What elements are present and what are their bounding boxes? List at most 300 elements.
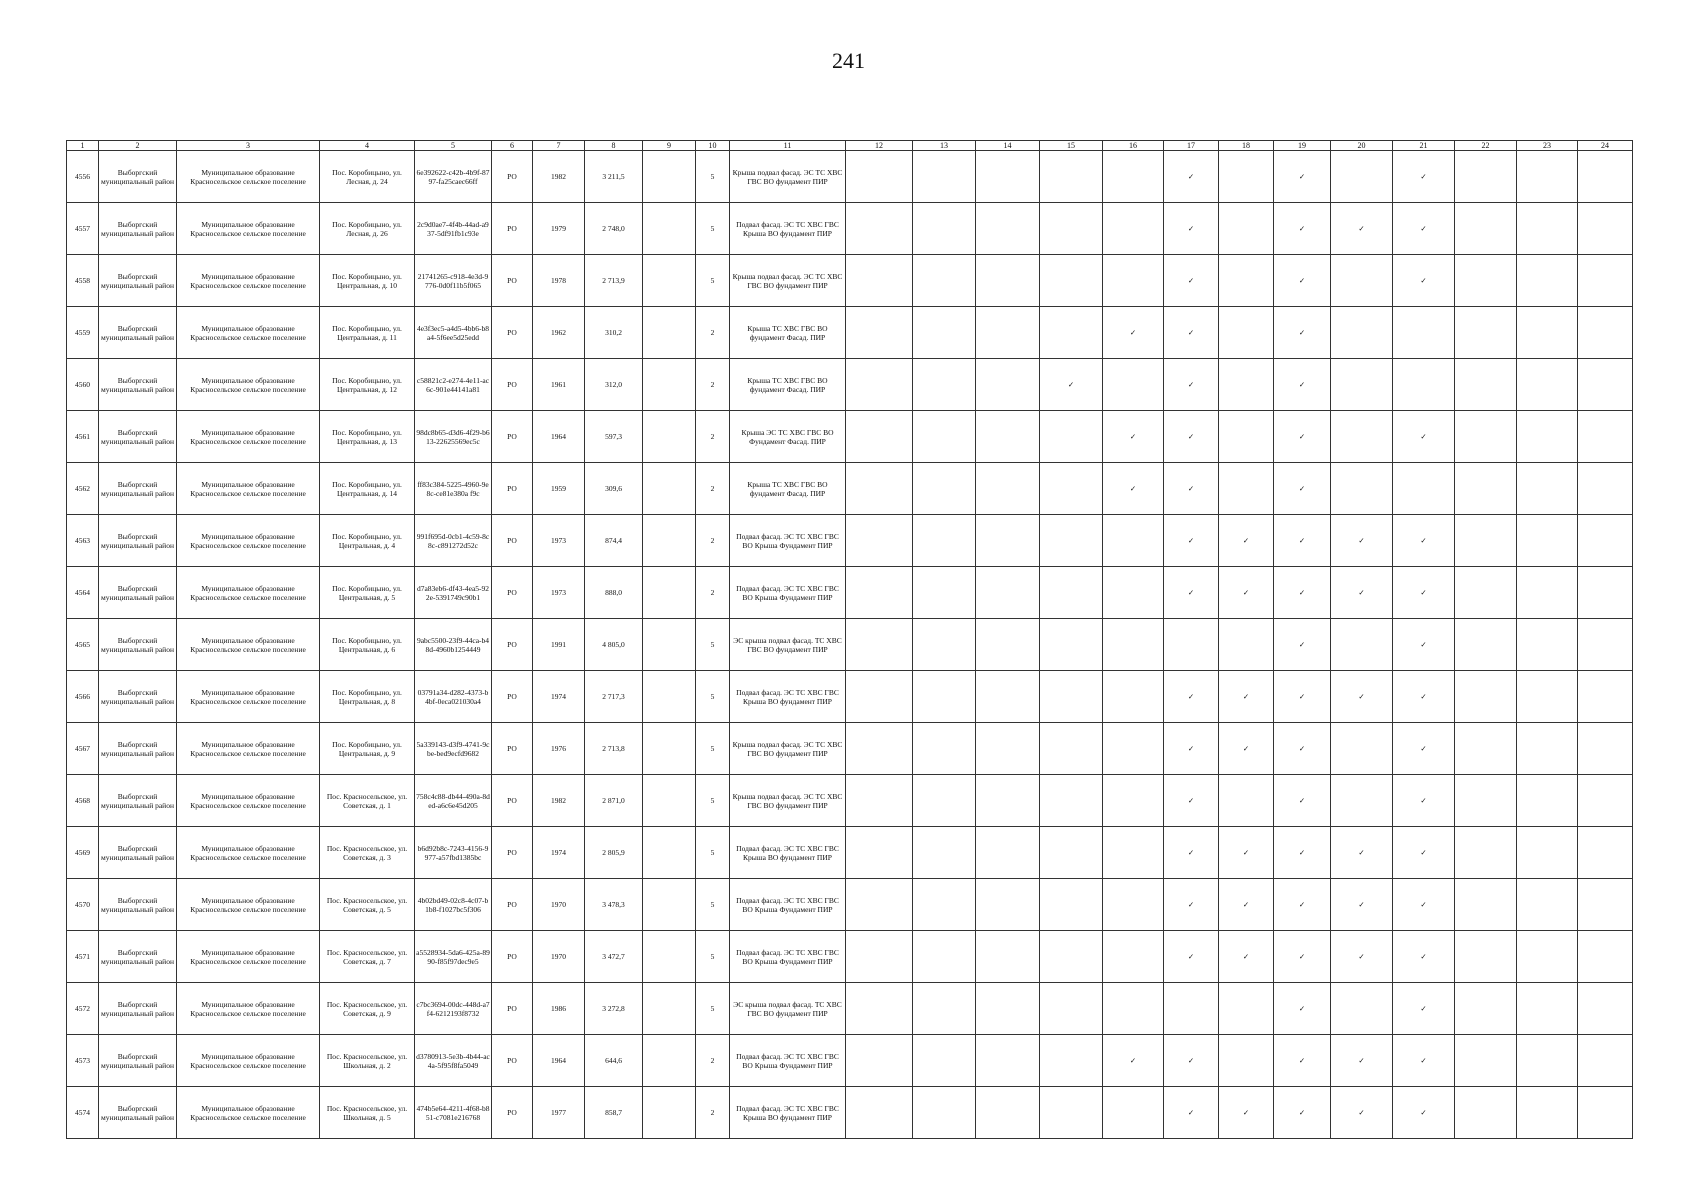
empty-cell — [976, 463, 1040, 515]
total-area: 2 805,9 — [585, 827, 643, 879]
column-9 — [643, 307, 696, 359]
column-number-7: 7 — [533, 141, 585, 151]
empty-cell — [1578, 203, 1633, 255]
empty-cell — [1219, 255, 1274, 307]
empty-cell — [976, 931, 1040, 983]
empty-cell — [846, 1087, 913, 1139]
empty-cell — [846, 515, 913, 567]
empty-cell — [1578, 463, 1633, 515]
empty-cell — [1103, 775, 1164, 827]
works-list: Подвал фасад. ЭС ТС ХВС ГВС Крыша ВО фундамент ПИР — [730, 827, 846, 879]
address: Пос. Коробицыно, ул. Центральная, д. 6 — [320, 619, 415, 671]
works-list: Подвал фасад. ЭС ТС ХВС ГВС Крыша ВО фундамент ПИР — [730, 1087, 846, 1139]
building-uid: c58821c2-e274-4e11-ac6c-901e44141a81 — [415, 359, 492, 411]
municipality: Муниципальное образование Красносельское сельское поселение — [177, 463, 320, 515]
works-list: Крыша подвал фасад. ЭС ТС ХВС ГВС ВО фундамент ПИР — [730, 255, 846, 307]
empty-cell — [1393, 359, 1455, 411]
checkmark-icon: ✓ — [1331, 567, 1393, 619]
building-type: РО — [492, 411, 533, 463]
empty-cell — [846, 411, 913, 463]
build-year: 1973 — [533, 567, 585, 619]
building-uid: c7bc3694-00dc-448d-a7f4-6212193f8732 — [415, 983, 492, 1035]
checkmark-icon: ✓ — [1331, 515, 1393, 567]
empty-cell — [1040, 411, 1103, 463]
empty-cell — [1578, 983, 1633, 1035]
checkmark-icon: ✓ — [1274, 307, 1331, 359]
municipality: Муниципальное образование Красносельское сельское поселение — [177, 1087, 320, 1139]
empty-cell — [1517, 619, 1578, 671]
empty-cell — [1164, 619, 1219, 671]
district: Выборгский муниципальный район — [99, 255, 177, 307]
address: Пос. Красносельское, ул. Советская, д. 1 — [320, 775, 415, 827]
total-area: 309,6 — [585, 463, 643, 515]
empty-cell — [1517, 463, 1578, 515]
empty-cell — [913, 671, 976, 723]
checkmark-icon: ✓ — [1164, 515, 1219, 567]
empty-cell — [1455, 931, 1517, 983]
empty-cell — [1393, 463, 1455, 515]
district: Выборгский муниципальный район — [99, 411, 177, 463]
empty-cell — [976, 879, 1040, 931]
row-id: 4556 — [67, 151, 99, 203]
empty-cell — [976, 775, 1040, 827]
empty-cell — [913, 827, 976, 879]
floors: 2 — [696, 307, 730, 359]
empty-cell — [846, 151, 913, 203]
table-row — [67, 515, 1633, 567]
floors: 5 — [696, 879, 730, 931]
table-row — [67, 983, 1633, 1035]
total-area: 3 211,5 — [585, 151, 643, 203]
empty-cell — [1578, 619, 1633, 671]
empty-cell — [976, 671, 1040, 723]
empty-cell — [1331, 255, 1393, 307]
empty-cell — [1455, 255, 1517, 307]
address: Пос. Коробицыно, ул. Центральная, д. 11 — [320, 307, 415, 359]
empty-cell — [976, 255, 1040, 307]
checkmark-icon: ✓ — [1164, 671, 1219, 723]
empty-cell — [1578, 931, 1633, 983]
district: Выборгский муниципальный район — [99, 463, 177, 515]
column-number-20: 20 — [1331, 141, 1393, 151]
checkmark-icon: ✓ — [1274, 255, 1331, 307]
empty-cell — [1331, 307, 1393, 359]
checkmark-icon: ✓ — [1393, 203, 1455, 255]
empty-cell — [1103, 723, 1164, 775]
empty-cell — [1455, 411, 1517, 463]
empty-cell — [1455, 1035, 1517, 1087]
empty-cell — [1040, 515, 1103, 567]
checkmark-icon: ✓ — [1331, 1087, 1393, 1139]
works-list: Крыша ТС ХВС ГВС ВО фундамент Фасад. ПИР — [730, 463, 846, 515]
total-area: 2 748,0 — [585, 203, 643, 255]
empty-cell — [1040, 879, 1103, 931]
address: Пос. Коробицыно, ул. Центральная, д. 12 — [320, 359, 415, 411]
district: Выборгский муниципальный район — [99, 723, 177, 775]
checkmark-icon: ✓ — [1103, 307, 1164, 359]
floors: 2 — [696, 1035, 730, 1087]
checkmark-icon: ✓ — [1393, 515, 1455, 567]
checkmark-icon: ✓ — [1393, 827, 1455, 879]
build-year: 1986 — [533, 983, 585, 1035]
address: Пос. Коробицыно, ул. Центральная, д. 9 — [320, 723, 415, 775]
empty-cell — [1517, 827, 1578, 879]
column-9 — [643, 567, 696, 619]
column-9 — [643, 983, 696, 1035]
build-year: 1974 — [533, 671, 585, 723]
works-list: Подвал фасад. ЭС ТС ХВС ГВС ВО Крыша Фундамент ПИР — [730, 1035, 846, 1087]
district: Выборгский муниципальный район — [99, 931, 177, 983]
empty-cell — [976, 151, 1040, 203]
checkmark-icon: ✓ — [1164, 827, 1219, 879]
checkmark-icon: ✓ — [1164, 1087, 1219, 1139]
empty-cell — [1040, 983, 1103, 1035]
municipality: Муниципальное образование Красносельское сельское поселение — [177, 567, 320, 619]
works-list: ЭС крыша подвал фасад. ТС ХВС ГВС ВО фундамент ПИР — [730, 619, 846, 671]
checkmark-icon: ✓ — [1393, 983, 1455, 1035]
building-type: РО — [492, 1087, 533, 1139]
empty-cell — [976, 1035, 1040, 1087]
empty-cell — [1219, 619, 1274, 671]
empty-cell — [913, 515, 976, 567]
empty-cell — [1040, 775, 1103, 827]
checkmark-icon: ✓ — [1393, 567, 1455, 619]
checkmark-icon: ✓ — [1164, 463, 1219, 515]
checkmark-icon: ✓ — [1393, 931, 1455, 983]
total-area: 310,2 — [585, 307, 643, 359]
column-9 — [643, 463, 696, 515]
column-number-18: 18 — [1219, 141, 1274, 151]
build-year: 1979 — [533, 203, 585, 255]
column-number-14: 14 — [976, 141, 1040, 151]
build-year: 1964 — [533, 1035, 585, 1087]
floors: 2 — [696, 515, 730, 567]
empty-cell — [1578, 1087, 1633, 1139]
checkmark-icon: ✓ — [1164, 203, 1219, 255]
municipality: Муниципальное образование Красносельское сельское поселение — [177, 151, 320, 203]
empty-cell — [1040, 723, 1103, 775]
empty-cell — [1578, 567, 1633, 619]
district: Выборгский муниципальный район — [99, 1035, 177, 1087]
building-type: РО — [492, 203, 533, 255]
total-area: 312,0 — [585, 359, 643, 411]
works-list: Крыша подвал фасад. ЭС ТС ХВС ГВС ВО фундамент ПИР — [730, 723, 846, 775]
checkmark-icon: ✓ — [1274, 775, 1331, 827]
checkmark-icon: ✓ — [1164, 879, 1219, 931]
column-number-22: 22 — [1455, 141, 1517, 151]
empty-cell — [1578, 775, 1633, 827]
empty-cell — [1331, 775, 1393, 827]
total-area: 3 478,3 — [585, 879, 643, 931]
empty-cell — [1219, 307, 1274, 359]
works-list: Подвал фасад. ЭС ТС ХВС ГВС ВО Крыша Фундамент ПИР — [730, 515, 846, 567]
table-row — [67, 827, 1633, 879]
empty-cell — [1455, 879, 1517, 931]
address: Пос. Красносельское, ул. Советская, д. 9 — [320, 983, 415, 1035]
works-list: ЭС крыша подвал фасад. ТС ХВС ГВС ВО фундамент ПИР — [730, 983, 846, 1035]
column-number-15: 15 — [1040, 141, 1103, 151]
column-9 — [643, 151, 696, 203]
row-id: 4559 — [67, 307, 99, 359]
building-type: РО — [492, 515, 533, 567]
empty-cell — [1164, 983, 1219, 1035]
total-area: 3 472,7 — [585, 931, 643, 983]
building-type: РО — [492, 307, 533, 359]
empty-cell — [846, 1035, 913, 1087]
works-list: Крыша ТС ХВС ГВС ВО фундамент Фасад. ПИР — [730, 307, 846, 359]
checkmark-icon: ✓ — [1219, 827, 1274, 879]
district: Выборгский муниципальный район — [99, 359, 177, 411]
column-number-10: 10 — [696, 141, 730, 151]
column-9 — [643, 723, 696, 775]
building-uid: 9abc5500-23f9-44ca-b48d-4960b1254449 — [415, 619, 492, 671]
empty-cell — [1578, 307, 1633, 359]
checkmark-icon: ✓ — [1274, 411, 1331, 463]
table-row — [67, 203, 1633, 255]
empty-cell — [846, 203, 913, 255]
row-id: 4574 — [67, 1087, 99, 1139]
municipality: Муниципальное образование Красносельское сельское поселение — [177, 619, 320, 671]
municipality: Муниципальное образование Красносельское сельское поселение — [177, 983, 320, 1035]
building-type: РО — [492, 567, 533, 619]
empty-cell — [1517, 255, 1578, 307]
empty-cell — [1455, 1087, 1517, 1139]
column-number-17: 17 — [1164, 141, 1219, 151]
row-id: 4573 — [67, 1035, 99, 1087]
building-type: РО — [492, 827, 533, 879]
column-number-16: 16 — [1103, 141, 1164, 151]
checkmark-icon: ✓ — [1331, 1035, 1393, 1087]
works-list: Подвал фасад. ЭС ТС ХВС ГВС Крыша ВО фундамент ПИР — [730, 203, 846, 255]
building-uid: 991f695d-0cb1-4c59-8c8c-c891272d52c — [415, 515, 492, 567]
row-id: 4563 — [67, 515, 99, 567]
row-id: 4561 — [67, 411, 99, 463]
empty-cell — [846, 879, 913, 931]
column-number-1: 1 — [67, 141, 99, 151]
checkmark-icon: ✓ — [1164, 723, 1219, 775]
empty-cell — [1331, 463, 1393, 515]
table-row — [67, 307, 1633, 359]
checkmark-icon: ✓ — [1164, 151, 1219, 203]
municipality: Муниципальное образование Красносельское сельское поселение — [177, 723, 320, 775]
total-area: 858,7 — [585, 1087, 643, 1139]
empty-cell — [976, 359, 1040, 411]
build-year: 1982 — [533, 775, 585, 827]
checkmark-icon: ✓ — [1274, 879, 1331, 931]
empty-cell — [1455, 307, 1517, 359]
checkmark-icon: ✓ — [1331, 203, 1393, 255]
empty-cell — [976, 515, 1040, 567]
building-uid: b6d92b8c-7243-4156-9977-a57fbd1385bc — [415, 827, 492, 879]
building-type: РО — [492, 983, 533, 1035]
building-uid: 98dc8b65-d3d6-4f29-b613-22625569ec5c — [415, 411, 492, 463]
building-type: РО — [492, 151, 533, 203]
row-id: 4570 — [67, 879, 99, 931]
build-year: 1977 — [533, 1087, 585, 1139]
column-number-8: 8 — [585, 141, 643, 151]
checkmark-icon: ✓ — [1274, 827, 1331, 879]
address: Пос. Коробицыно, ул. Центральная, д. 14 — [320, 463, 415, 515]
empty-cell — [913, 931, 976, 983]
column-number-13: 13 — [913, 141, 976, 151]
empty-cell — [913, 1035, 976, 1087]
checkmark-icon: ✓ — [1164, 359, 1219, 411]
column-number-5: 5 — [415, 141, 492, 151]
checkmark-icon: ✓ — [1393, 775, 1455, 827]
checkmark-icon: ✓ — [1393, 723, 1455, 775]
empty-cell — [913, 619, 976, 671]
district: Выборгский муниципальный район — [99, 567, 177, 619]
column-9 — [643, 671, 696, 723]
building-uid: 03791a34-d282-4373-b4bf-0eca021030a4 — [415, 671, 492, 723]
empty-cell — [1219, 359, 1274, 411]
column-number-21: 21 — [1393, 141, 1455, 151]
municipality: Муниципальное образование Красносельское сельское поселение — [177, 359, 320, 411]
table-row — [67, 463, 1633, 515]
empty-cell — [1331, 359, 1393, 411]
empty-cell — [1578, 879, 1633, 931]
column-9 — [643, 255, 696, 307]
checkmark-icon: ✓ — [1164, 775, 1219, 827]
total-area: 644,6 — [585, 1035, 643, 1087]
empty-cell — [913, 203, 976, 255]
empty-cell — [976, 723, 1040, 775]
row-id: 4568 — [67, 775, 99, 827]
total-area: 874,4 — [585, 515, 643, 567]
empty-cell — [1219, 983, 1274, 1035]
works-list: Крыша ТС ХВС ГВС ВО фундамент Фасад. ПИР — [730, 359, 846, 411]
column-number-19: 19 — [1274, 141, 1331, 151]
address: Пос. Коробицыно, ул. Центральная, д. 5 — [320, 567, 415, 619]
empty-cell — [1517, 567, 1578, 619]
checkmark-icon: ✓ — [1393, 1087, 1455, 1139]
municipality: Муниципальное образование Красносельское сельское поселение — [177, 411, 320, 463]
column-number-6: 6 — [492, 141, 533, 151]
empty-cell — [1455, 983, 1517, 1035]
empty-cell — [1455, 827, 1517, 879]
table-row — [67, 1035, 1633, 1087]
empty-cell — [1578, 671, 1633, 723]
empty-cell — [976, 307, 1040, 359]
municipality: Муниципальное образование Красносельское сельское поселение — [177, 775, 320, 827]
empty-cell — [846, 723, 913, 775]
checkmark-icon: ✓ — [1274, 515, 1331, 567]
works-list: Крыша подвал фасад. ЭС ТС ХВС ГВС ВО фундамент ПИР — [730, 151, 846, 203]
checkmark-icon: ✓ — [1331, 879, 1393, 931]
column-9 — [643, 203, 696, 255]
address: Пос. Коробицыно, ул. Центральная, д. 13 — [320, 411, 415, 463]
checkmark-icon: ✓ — [1274, 359, 1331, 411]
row-id: 4557 — [67, 203, 99, 255]
build-year: 1976 — [533, 723, 585, 775]
empty-cell — [1040, 255, 1103, 307]
floors: 5 — [696, 671, 730, 723]
column-number-row — [67, 141, 1633, 151]
empty-cell — [846, 567, 913, 619]
empty-cell — [1040, 567, 1103, 619]
empty-cell — [1578, 1035, 1633, 1087]
floors: 2 — [696, 411, 730, 463]
checkmark-icon: ✓ — [1164, 411, 1219, 463]
municipality: Муниципальное образование Красносельское сельское поселение — [177, 1035, 320, 1087]
building-uid: ff83c384-5225-4960-9e8c-ce81e380a f9c — [415, 463, 492, 515]
empty-cell — [846, 931, 913, 983]
empty-cell — [1040, 307, 1103, 359]
checkmark-icon: ✓ — [1164, 931, 1219, 983]
empty-cell — [846, 463, 913, 515]
empty-cell — [846, 255, 913, 307]
column-9 — [643, 359, 696, 411]
empty-cell — [846, 359, 913, 411]
address: Пос. Красносельское, ул. Школьная, д. 5 — [320, 1087, 415, 1139]
column-9 — [643, 775, 696, 827]
empty-cell — [1455, 723, 1517, 775]
checkmark-icon: ✓ — [1274, 983, 1331, 1035]
address: Пос. Красносельское, ул. Советская, д. 7 — [320, 931, 415, 983]
checkmark-icon: ✓ — [1040, 359, 1103, 411]
empty-cell — [1103, 151, 1164, 203]
floors: 5 — [696, 827, 730, 879]
empty-cell — [1517, 671, 1578, 723]
empty-cell — [1040, 463, 1103, 515]
empty-cell — [976, 983, 1040, 1035]
checkmark-icon: ✓ — [1164, 255, 1219, 307]
table-row — [67, 411, 1633, 463]
empty-cell — [1040, 203, 1103, 255]
row-id: 4567 — [67, 723, 99, 775]
checkmark-icon: ✓ — [1274, 203, 1331, 255]
building-uid: 4b02bd49-02c8-4c07-b1b8-f1027bc5f306 — [415, 879, 492, 931]
empty-cell — [1219, 411, 1274, 463]
checkmark-icon: ✓ — [1274, 619, 1331, 671]
works-list: Подвал фасад. ЭС ТС ХВС ГВС ВО Крыша Фундамент ПИР — [730, 567, 846, 619]
floors: 2 — [696, 359, 730, 411]
empty-cell — [1578, 723, 1633, 775]
checkmark-icon: ✓ — [1103, 1035, 1164, 1087]
total-area: 597,3 — [585, 411, 643, 463]
floors: 5 — [696, 203, 730, 255]
checkmark-icon: ✓ — [1393, 151, 1455, 203]
empty-cell — [1040, 1087, 1103, 1139]
building-uid: a5528934-5da6-425a-8990-f85f97dec9e5 — [415, 931, 492, 983]
build-year: 1978 — [533, 255, 585, 307]
checkmark-icon: ✓ — [1331, 931, 1393, 983]
building-uid: 2c9d0ae7-4f4b-44ad-a937-5df91fb1c93e — [415, 203, 492, 255]
table-row — [67, 567, 1633, 619]
checkmark-icon: ✓ — [1219, 931, 1274, 983]
district: Выборгский муниципальный район — [99, 1087, 177, 1139]
empty-cell — [1517, 515, 1578, 567]
building-type: РО — [492, 671, 533, 723]
row-id: 4571 — [67, 931, 99, 983]
row-id: 4564 — [67, 567, 99, 619]
column-9 — [643, 619, 696, 671]
empty-cell — [1103, 827, 1164, 879]
checkmark-icon: ✓ — [1219, 723, 1274, 775]
district: Выборгский муниципальный район — [99, 879, 177, 931]
checkmark-icon: ✓ — [1274, 151, 1331, 203]
district: Выборгский муниципальный район — [99, 151, 177, 203]
empty-cell — [1517, 411, 1578, 463]
checkmark-icon: ✓ — [1274, 931, 1331, 983]
empty-cell — [913, 463, 976, 515]
checkmark-icon: ✓ — [1103, 411, 1164, 463]
floors: 5 — [696, 619, 730, 671]
empty-cell — [1103, 983, 1164, 1035]
district: Выборгский муниципальный район — [99, 515, 177, 567]
empty-cell — [913, 879, 976, 931]
empty-cell — [1040, 619, 1103, 671]
